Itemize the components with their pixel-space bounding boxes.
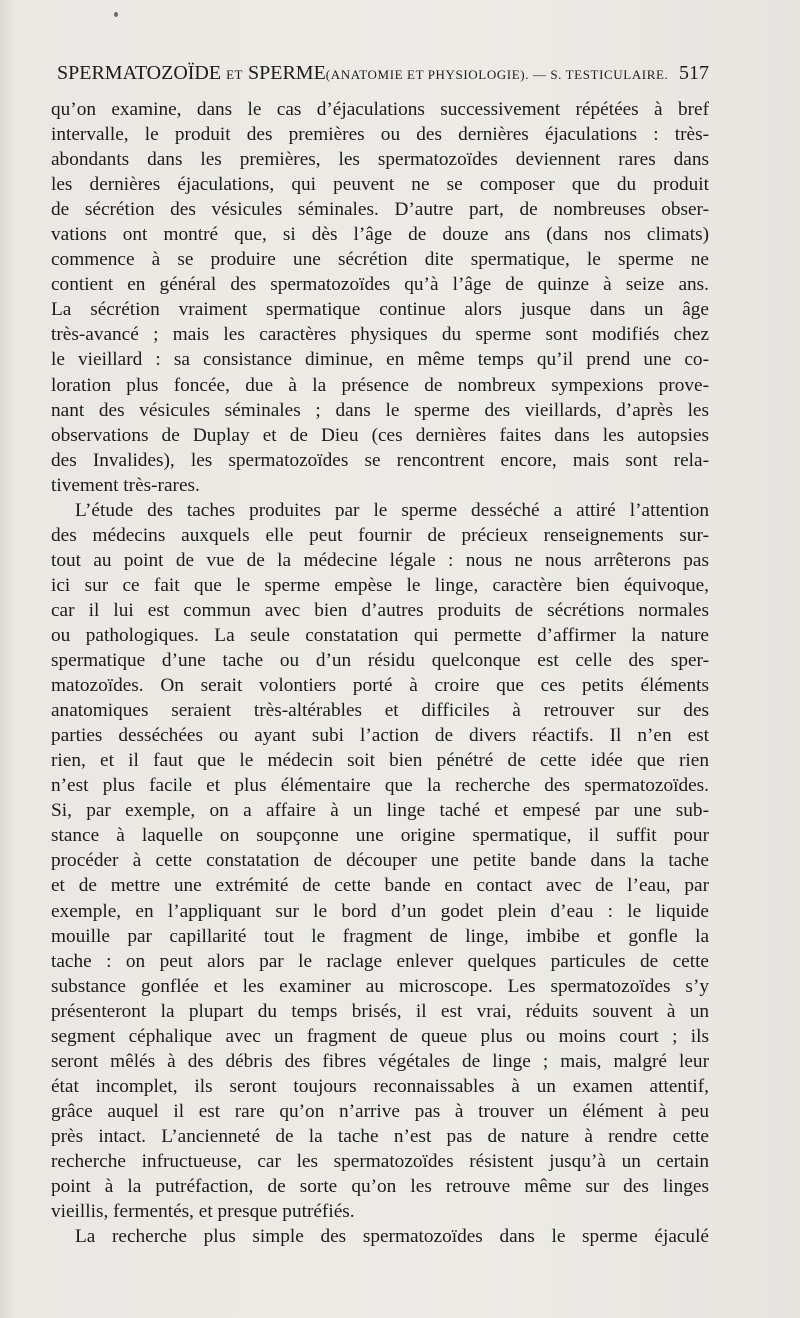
title-word-et: ET [226, 67, 243, 82]
ink-speck [114, 12, 118, 17]
text-line: loration plus foncée, due à la présence de nombreux sympexions prove- [51, 374, 709, 396]
text-line: La recherche plus simple des spermatozoïdes dans le sperme éjaculé [75, 1226, 709, 1248]
text-line: car il lui est commun avec bien d’autres produits de sécrétions normales [51, 599, 709, 621]
text-line: substance gonflée et les examiner au microscope. Les spermatozoïdes s’y [51, 975, 709, 997]
text-line: rien, et il faut que le médecin soit bien pénétré de cette idée que rien [51, 750, 709, 772]
text-line: des médecins auxquels elle peut fournir de précieux renseignements sur- [51, 524, 709, 546]
text-line: les dernières éjaculations, qui peuvent ne se composer que du produit [51, 174, 709, 196]
text-line: point à la putréfaction, de sorte qu’on les retrouve même sur des linges [51, 1176, 709, 1198]
title-subtitle: (ANATOMIE ET PHYSIOLOGIE). — S. TESTICULAIRE. [325, 67, 669, 82]
text-line: le vieillard : sa consistance diminue, en même temps qu’il prend une co- [51, 349, 709, 371]
text-line: commence à se produire une sécrétion dite spermatique, le sperme ne [51, 249, 709, 271]
text-line: contient en général des spermatozoïdes qu’à l’âge de quinze à seize ans. [51, 274, 709, 296]
text-line: La sécrétion vraiment spermatique continue alors jusque dans un âge [51, 299, 709, 321]
text-line: très-avancé ; mais les caractères physiques du sperme sont modifiés chez [51, 324, 709, 346]
text-line: tivement très-rares. [51, 474, 200, 496]
text-line: près intact. L’ancienneté de la tache n’est pas de nature à rendre cette [51, 1125, 709, 1147]
text-line: vieillis, fermentés, et presque putréfiés. [51, 1201, 355, 1223]
body-text [51, 97, 709, 1249]
text-line: procéder à cette constatation de découper une petite bande dans la tache [51, 850, 709, 872]
running-title [57, 62, 668, 85]
text-line: mouille par capillarité tout le fragment de linge, imbibe et gonfle la [51, 925, 709, 947]
title-word-spermatozoide: SPERMATOZOÏDE [57, 62, 222, 84]
text-line: parties desséchées ou ayant subi l’action de divers réactifs. Il n’en est [51, 725, 709, 747]
text-line: stance à laquelle on soupçonne une origine spermatique, il suffit pour [51, 825, 709, 847]
title-word-sperme: SPERME [247, 62, 326, 84]
text-line: recherche infructueuse, car les spermatozoïdes résistent jusqu’à un certain [51, 1150, 709, 1172]
text-line: qu’on examine, dans le cas d’éjaculations successivement répétées à bref [51, 99, 709, 120]
text-line: intervalle, le produit des premières ou des dernières éjaculations : très- [51, 124, 709, 146]
text-line: observations de Duplay et de Dieu (ces dernières faites dans les autopsies [51, 424, 709, 446]
text-line: tache : on peut alors par le raclage enlever quelques particules de cette [51, 950, 709, 972]
text-line: état incomplet, ils seront toujours reconnaissables à un examen attentif, [51, 1075, 709, 1097]
text-line: exemple, en l’appliquant sur le bord d’un godet plein d’eau : le liquide [51, 900, 709, 922]
text-line: de sécrétion des vésicules séminales. D’autre part, de nombreuses obser- [51, 199, 709, 221]
text-line: tout au point de vue de la médecine légale : nous ne nous arrêterons pas [51, 549, 709, 571]
text-line: et de mettre une extrémité de cette bande en contact avec de l’eau, par [51, 875, 709, 897]
text-line: seront mêlés à des débris des fibres végétales de linge ; mais, malgré leur [51, 1050, 709, 1072]
text-line: abondants dans les premières, les spermatozoïdes deviennent rares dans [51, 149, 709, 171]
text-line: spermatique d’une tache ou d’un résidu quelconque est celle des sper- [51, 650, 709, 672]
running-header [57, 62, 709, 88]
text-line: anatomiques seraient très-altérables et difficiles à retrouver sur des [51, 700, 709, 722]
text-line: n’est plus facile et plus élémentaire que la recherche des spermatozoïdes. [51, 775, 709, 797]
text-line: Si, par exemple, on a affaire à un linge taché et empesé par une sub- [51, 800, 709, 822]
page-number: 517 [679, 62, 709, 84]
text-line: nant des vésicules séminales ; dans le sperme des vieillards, d’après les [51, 399, 709, 421]
text-line: grâce auquel il est rare qu’on n’arrive pas à trouver un élément à peu [51, 1100, 709, 1122]
text-line: segment céphalique avec un fragment de queue plus ou moins court ; ils [51, 1025, 709, 1047]
text-line: présenteront la plupart du temps brisés, il est vrai, réduits souvent à un [51, 1000, 709, 1022]
text-line: matozoïdes. On serait volontiers porté à croire que ces petits éléments [51, 675, 709, 697]
text-line: des Invalides), les spermatozoïdes se rencontrent encore, mais sont rela- [51, 449, 709, 471]
text-line: ou pathologiques. La seule constatation qui permette d’affirmer la nature [51, 624, 709, 646]
text-line: vations ont montré que, si dès l’âge de douze ans (dans nos climats) [51, 224, 709, 246]
text-line: ici sur ce fait que le sperme empèse le linge, caractère bien équivoque, [51, 574, 709, 596]
text-line: L’étude des taches produites par le sperme desséché a attiré l’attention [75, 499, 709, 521]
